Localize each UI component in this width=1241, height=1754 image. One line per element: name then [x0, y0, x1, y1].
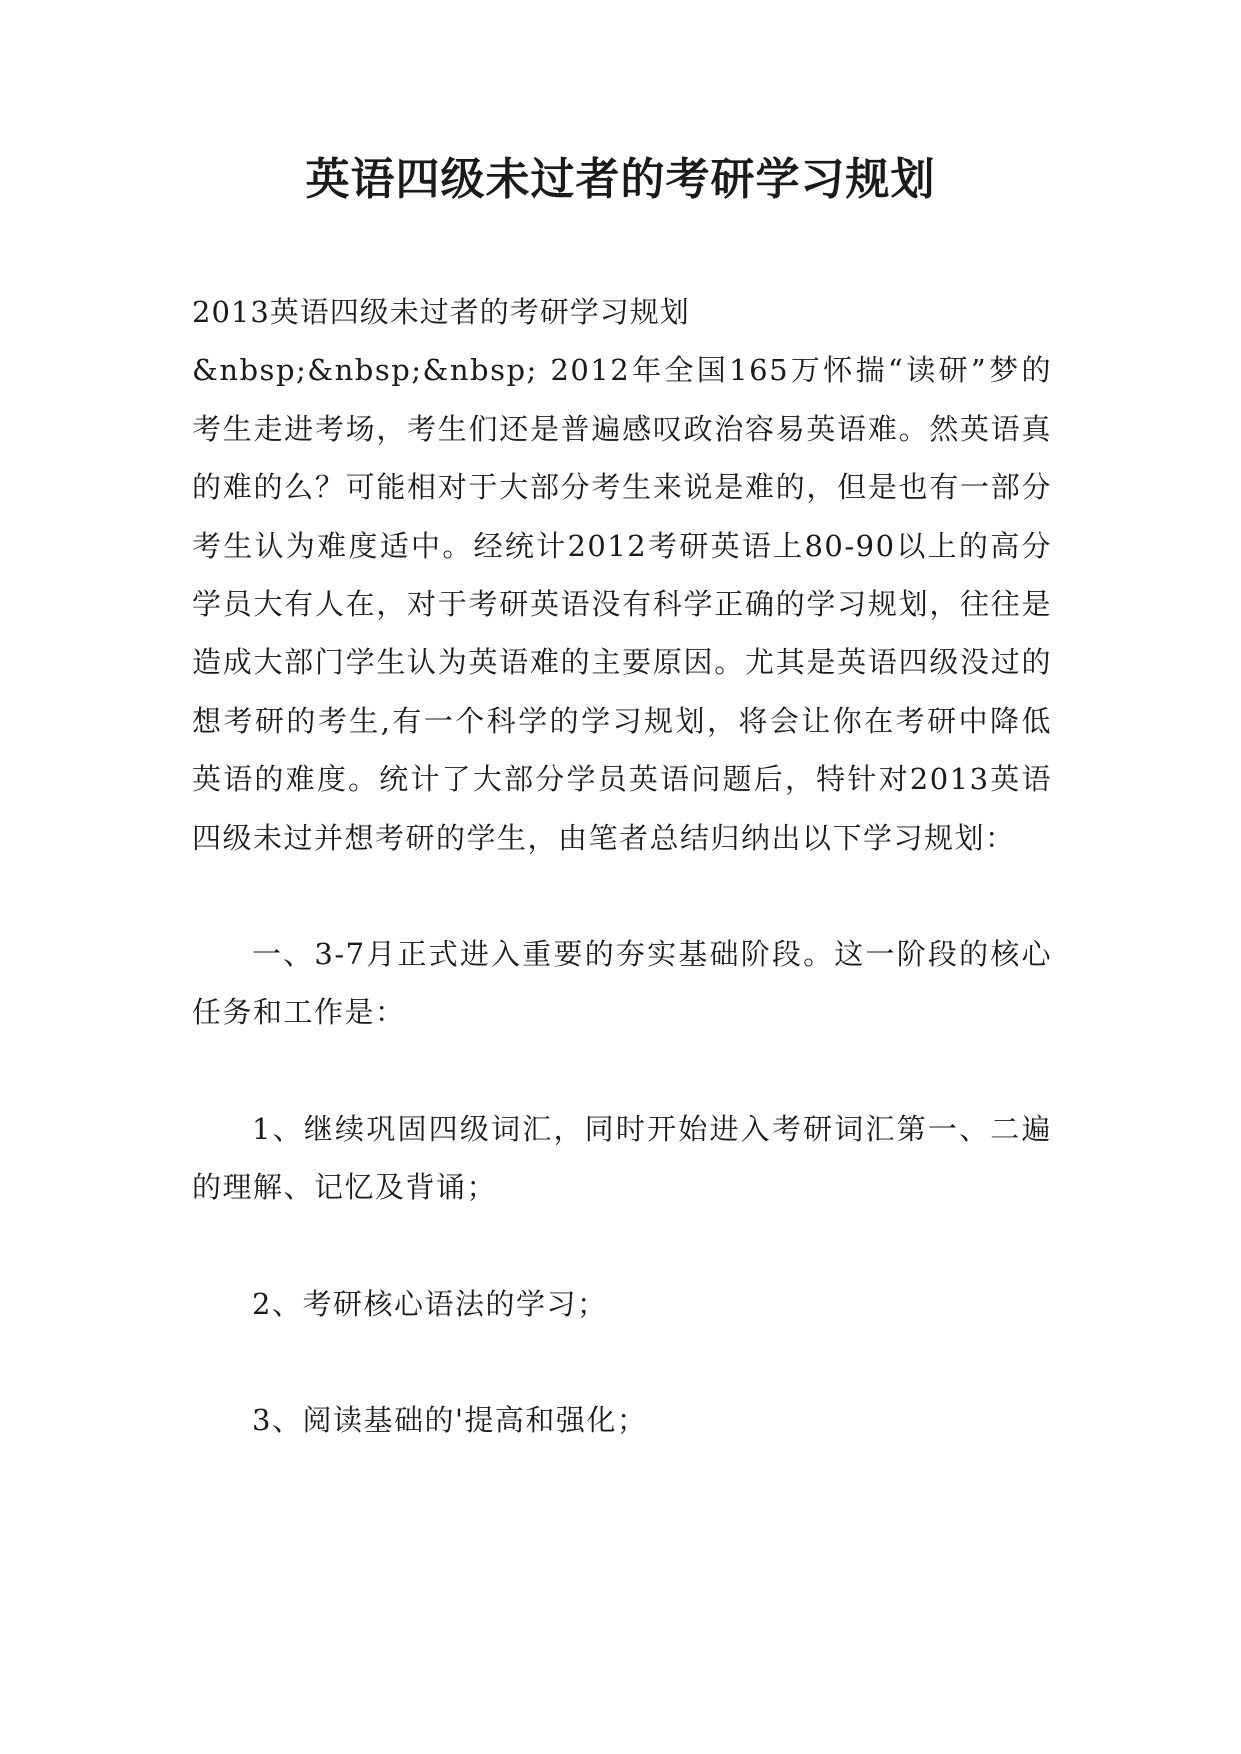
intro-paragraph: &nbsp;&nbsp;&nbsp; 2012年全国165万怀揣“读研”梦的考生走进考场，考生们还是普遍感叹政治容易英语难。然英语真的难的么？可能相对于大部分考生来说是难的，但是也有一部分考生认为难度适中。经统计2012考研英语上80-90以上的高分学员大有人在，对于考研英语没有科学正确的学习规划，往往是造成大部门学生认为英语难的主要原因。尤其是英语四级没过的想考研的考生,有一个科学的学习规划，将会让你在考研中降低英语的难度。统计了大部分学员英语问题后，特针对2013英语四级未过并想考研的学生，由笔者总结归纳出以下学习规划：: [192, 353, 1052, 855]
list-item-1: 1、继续巩固四级词汇，同时开始进入考研词汇第一、二遍的理解、记忆及背诵；: [192, 1111, 1052, 1205]
list-item-3: 3、阅读基础的'提高和强化；: [252, 1403, 648, 1438]
paragraph-spacer: [192, 1217, 1052, 1275]
paragraph-spacer: [192, 1333, 1052, 1391]
document-title: 英语四级未过者的考研学习规划: [305, 154, 936, 205]
list-item-2: 2、考研核心语法的学习；: [252, 1286, 608, 1321]
paragraph-spacer: [192, 867, 1052, 925]
document-subtitle: 2013英语四级未过者的考研学习规划: [192, 295, 690, 329]
paragraph-spacer: [192, 1042, 1052, 1100]
section-heading-1: 一、3-7月正式进入重要的夯实基础阶段。这一阶段的核心任务和工作是：: [192, 937, 1052, 1030]
document-body: [192, 283, 1052, 1450]
